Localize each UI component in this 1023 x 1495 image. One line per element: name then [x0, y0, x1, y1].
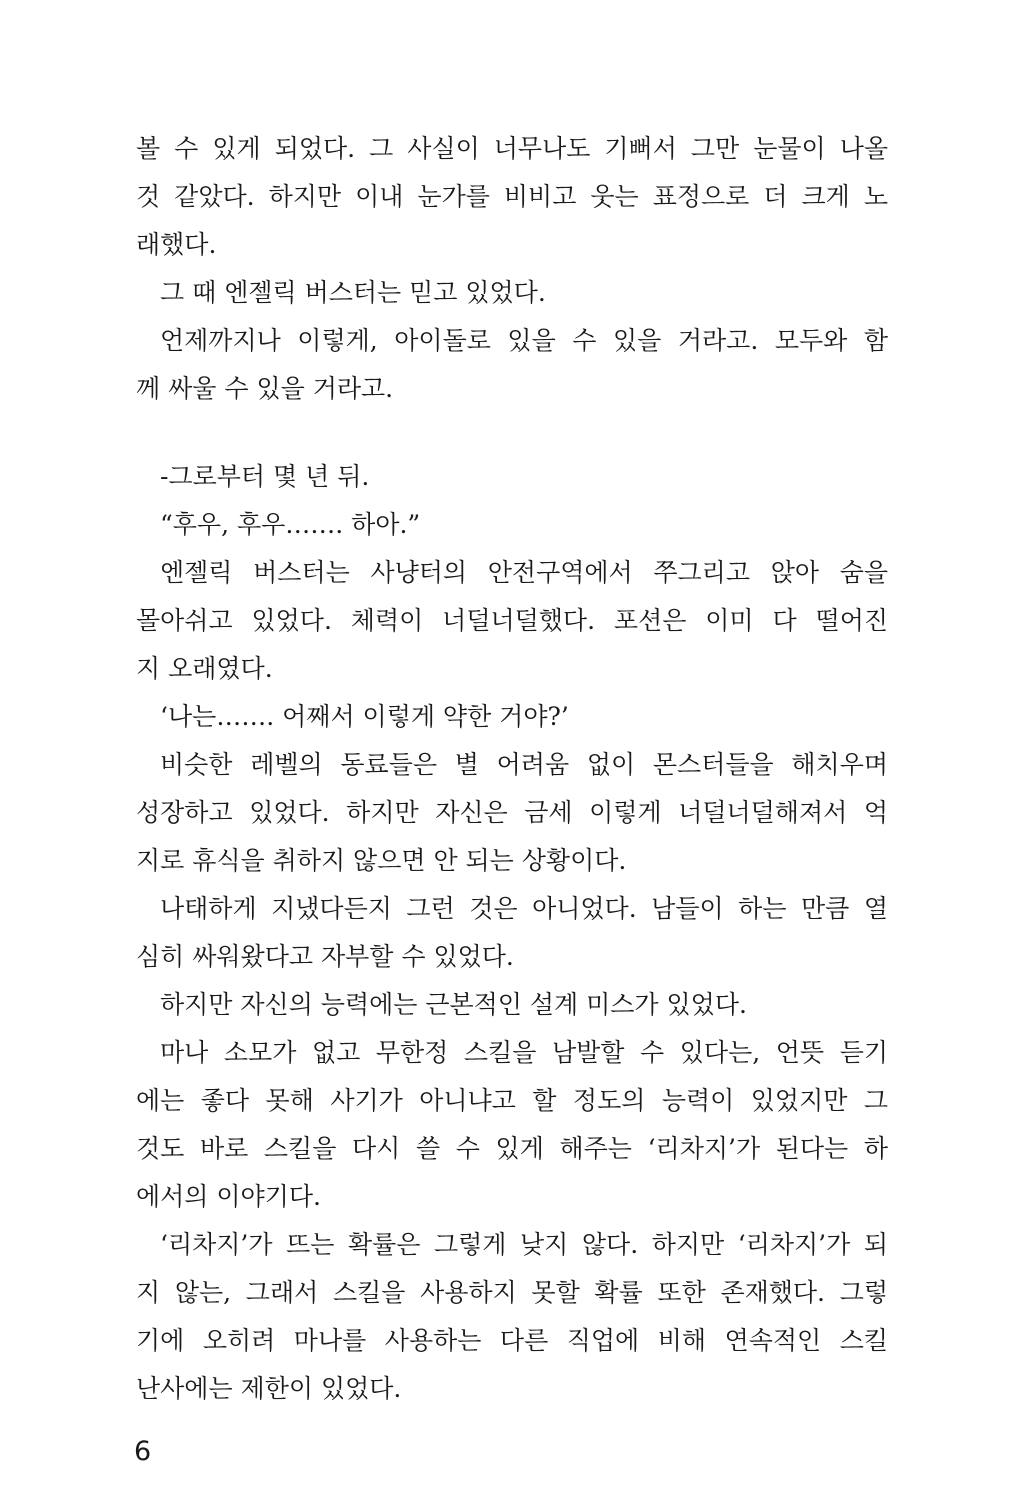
- text-line: 엔젤릭 버스터는 사냥터의 안전구역에서 쭈그리고 앉아 숨을: [160, 558, 888, 587]
- text-line: 성장하고 있었다. 하지만 자신은 금세 이렇게 너덜너덜해져서 억: [136, 798, 888, 827]
- text-line: 래했다.: [136, 230, 217, 259]
- text-line: 에서의 이야기다.: [136, 1182, 321, 1211]
- text-line: 기에 오히려 마나를 사용하는 다른 직업에 비해 연속적인 스킬: [136, 1326, 888, 1355]
- text-line: 마나 소모가 없고 무한정 스킬을 남발할 수 있다는, 언뜻 듣기: [160, 1038, 888, 1067]
- text-line: 지 오래였다.: [136, 654, 273, 683]
- text-line: 그 때 엔젤릭 버스터는 믿고 있었다.: [160, 278, 546, 307]
- text-line: 지 않는, 그래서 스킬을 사용하지 못할 확률 또한 존재했다. 그렇: [136, 1278, 888, 1307]
- page-number: 6: [134, 1436, 152, 1467]
- text-line: 것 같았다. 하지만 이내 눈가를 비비고 웃는 표정으로 더 크게 노: [136, 182, 888, 211]
- text-line: 난사에는 제한이 있었다.: [136, 1374, 402, 1403]
- text-line: 볼 수 있게 되었다. 그 사실이 너무나도 기뻐서 그만 눈물이 나올: [136, 134, 888, 163]
- text-line: 심히 싸워왔다고 자부할 수 있었다.: [136, 942, 514, 971]
- text-line: “후우, 후우……. 하아.”: [160, 510, 421, 539]
- text-line: 몰아쉬고 있었다. 체력이 너덜너덜했다. 포션은 이미 다 떨어진: [136, 606, 888, 635]
- text-line: ‘나는……. 어째서 이렇게 약한 거야?’: [160, 702, 569, 731]
- text-line: 나태하게 지냈다든지 그런 것은 아니었다. 남들이 하는 만큼 열: [160, 894, 888, 923]
- text-line: -그로부터 몇 년 뒤.: [160, 462, 370, 491]
- text-line: 지로 휴식을 취하지 않으면 안 되는 상황이다.: [136, 846, 627, 875]
- text-line: 께 싸울 수 있을 거라고.: [136, 374, 394, 403]
- text-line: ‘리차지’가 뜨는 확률은 그렇게 낮지 않다. 하지만 ‘리차지’가 되: [160, 1230, 888, 1259]
- text-line: 언제까지나 이렇게, 아이돌로 있을 수 있을 거라고. 모두와 함: [160, 326, 888, 355]
- text-line: 것도 바로 스킬을 다시 쓸 수 있게 해주는 ‘리차지’가 된다는 하: [136, 1134, 888, 1163]
- text-line: 하지만 자신의 능력에는 근본적인 설계 미스가 있었다.: [160, 990, 747, 1019]
- text-line: 비슷한 레벨의 동료들은 별 어려움 없이 몬스터들을 해치우며: [160, 750, 888, 779]
- text-line: 에는 좋다 못해 사기가 아니냐고 할 정도의 능력이 있었지만 그: [136, 1086, 888, 1115]
